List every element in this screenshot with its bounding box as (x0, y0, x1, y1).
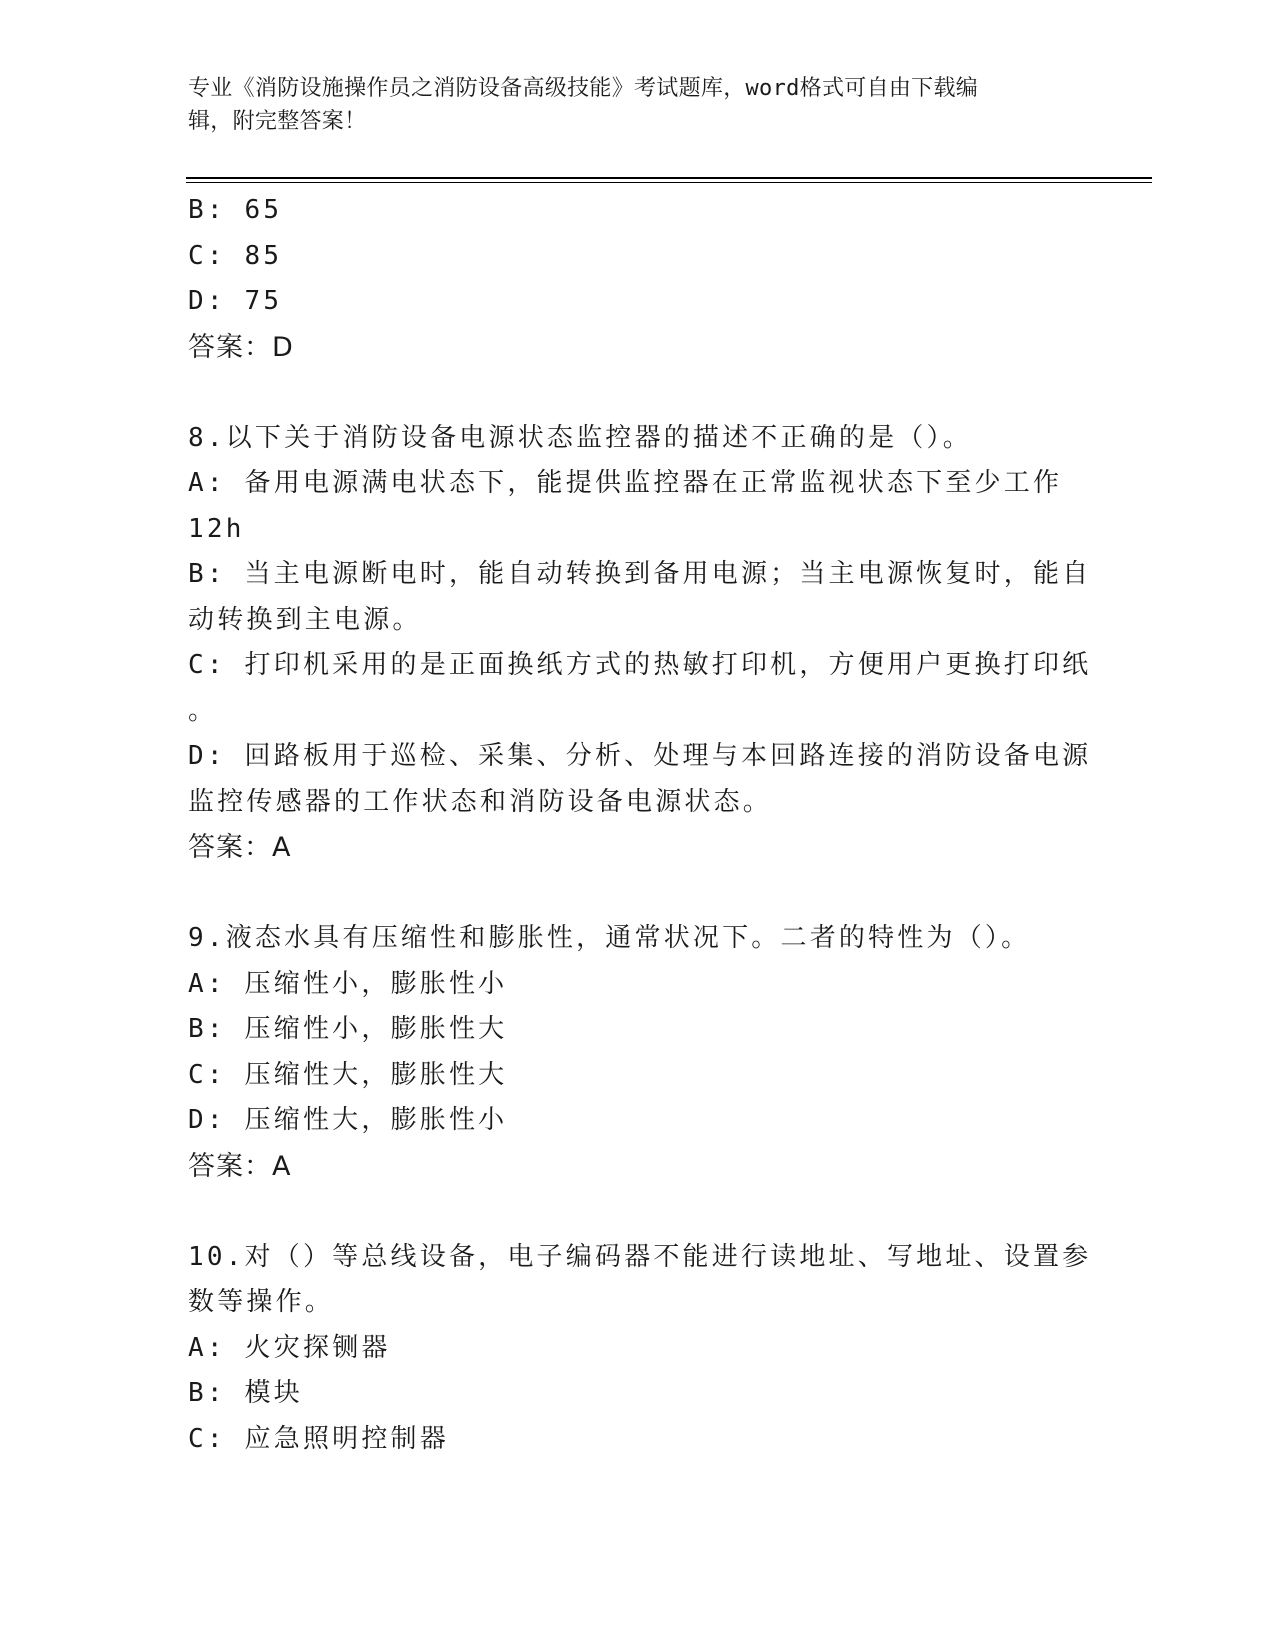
q10-question-line-2: 数等操作。 (188, 1287, 335, 1317)
q9-answer: 答案：A (188, 1150, 292, 1182)
q7-option-d: D: 75 (188, 286, 283, 316)
q8-option-b-line-2: 动转换到主电源。 (188, 604, 422, 635)
q8-option-c-line-2: 。 (188, 695, 218, 726)
q9-option-d: D: 压缩性大，膨胀性小 (188, 1105, 508, 1135)
q10-option-b: B: 模块 (188, 1378, 303, 1408)
q8-question: 8.以下关于消防设备电源状态监控器的描述不正确的是（）。 (188, 422, 972, 453)
q8-option-a-line-1: A: 备用电源满电状态下，能提供监控器在正常监视状态下至少工作 (188, 468, 1063, 498)
spacer (188, 1189, 1088, 1235)
q7-option-b: B: 65 (188, 195, 283, 225)
question-7 (188, 188, 1088, 370)
question-9 (188, 916, 1088, 1189)
document-header (188, 72, 1068, 138)
header-line-1: 专业《消防设施操作员之消防设备高级技能》考试题库，word格式可自由下载编 (188, 76, 979, 101)
q8-option-c-line-1: C: 打印机采用的是正面换纸方式的热敏打印机，方便用户更换打印纸 (188, 650, 1092, 680)
question-content (188, 188, 1092, 1462)
q8-option-d-line-2: 监控传感器的工作状态和消防设备电源状态。 (188, 786, 773, 817)
q10-option-c: C: 应急照明控制器 (188, 1423, 449, 1454)
q7-option-c: C: 85 (188, 240, 283, 271)
question-10 (188, 1235, 1092, 1463)
header-rule-thick (186, 177, 1152, 179)
q8-answer: 答案：A (188, 832, 292, 863)
q8-option-b-line-1: B: 当主电源断电时，能自动转换到备用电源；当主电源恢复时，能自 (188, 559, 1092, 589)
question-8 (188, 416, 1092, 871)
q7-answer: 答案：D (188, 331, 294, 363)
q10-option-a: A: 火灾探铡器 (188, 1332, 391, 1363)
q8-option-d-line-1: D: 回路板用于巡检、采集、分析、处理与本回路连接的消防设备电源 (188, 741, 1092, 771)
q10-question-line-1: 10.对（）等总线设备，电子编码器不能进行读地址、写地址、设置参 (188, 1241, 1092, 1272)
q9-option-a: A: 压缩性小，膨胀性小 (188, 968, 508, 999)
spacer (188, 871, 1088, 917)
header-rule-thin (186, 182, 1152, 183)
q9-question: 9.液态水具有压缩性和膨胀性，通常状况下。二者的特性为（）。 (188, 923, 1031, 953)
spacer (188, 370, 1088, 416)
q9-option-c: C: 压缩性大，膨胀性大 (188, 1059, 508, 1090)
q9-option-b: B: 压缩性小，膨胀性大 (188, 1014, 508, 1044)
header-line-2: 辑，附完整答案！ (188, 109, 367, 134)
q8-option-a-line-2: 12h (188, 513, 245, 544)
